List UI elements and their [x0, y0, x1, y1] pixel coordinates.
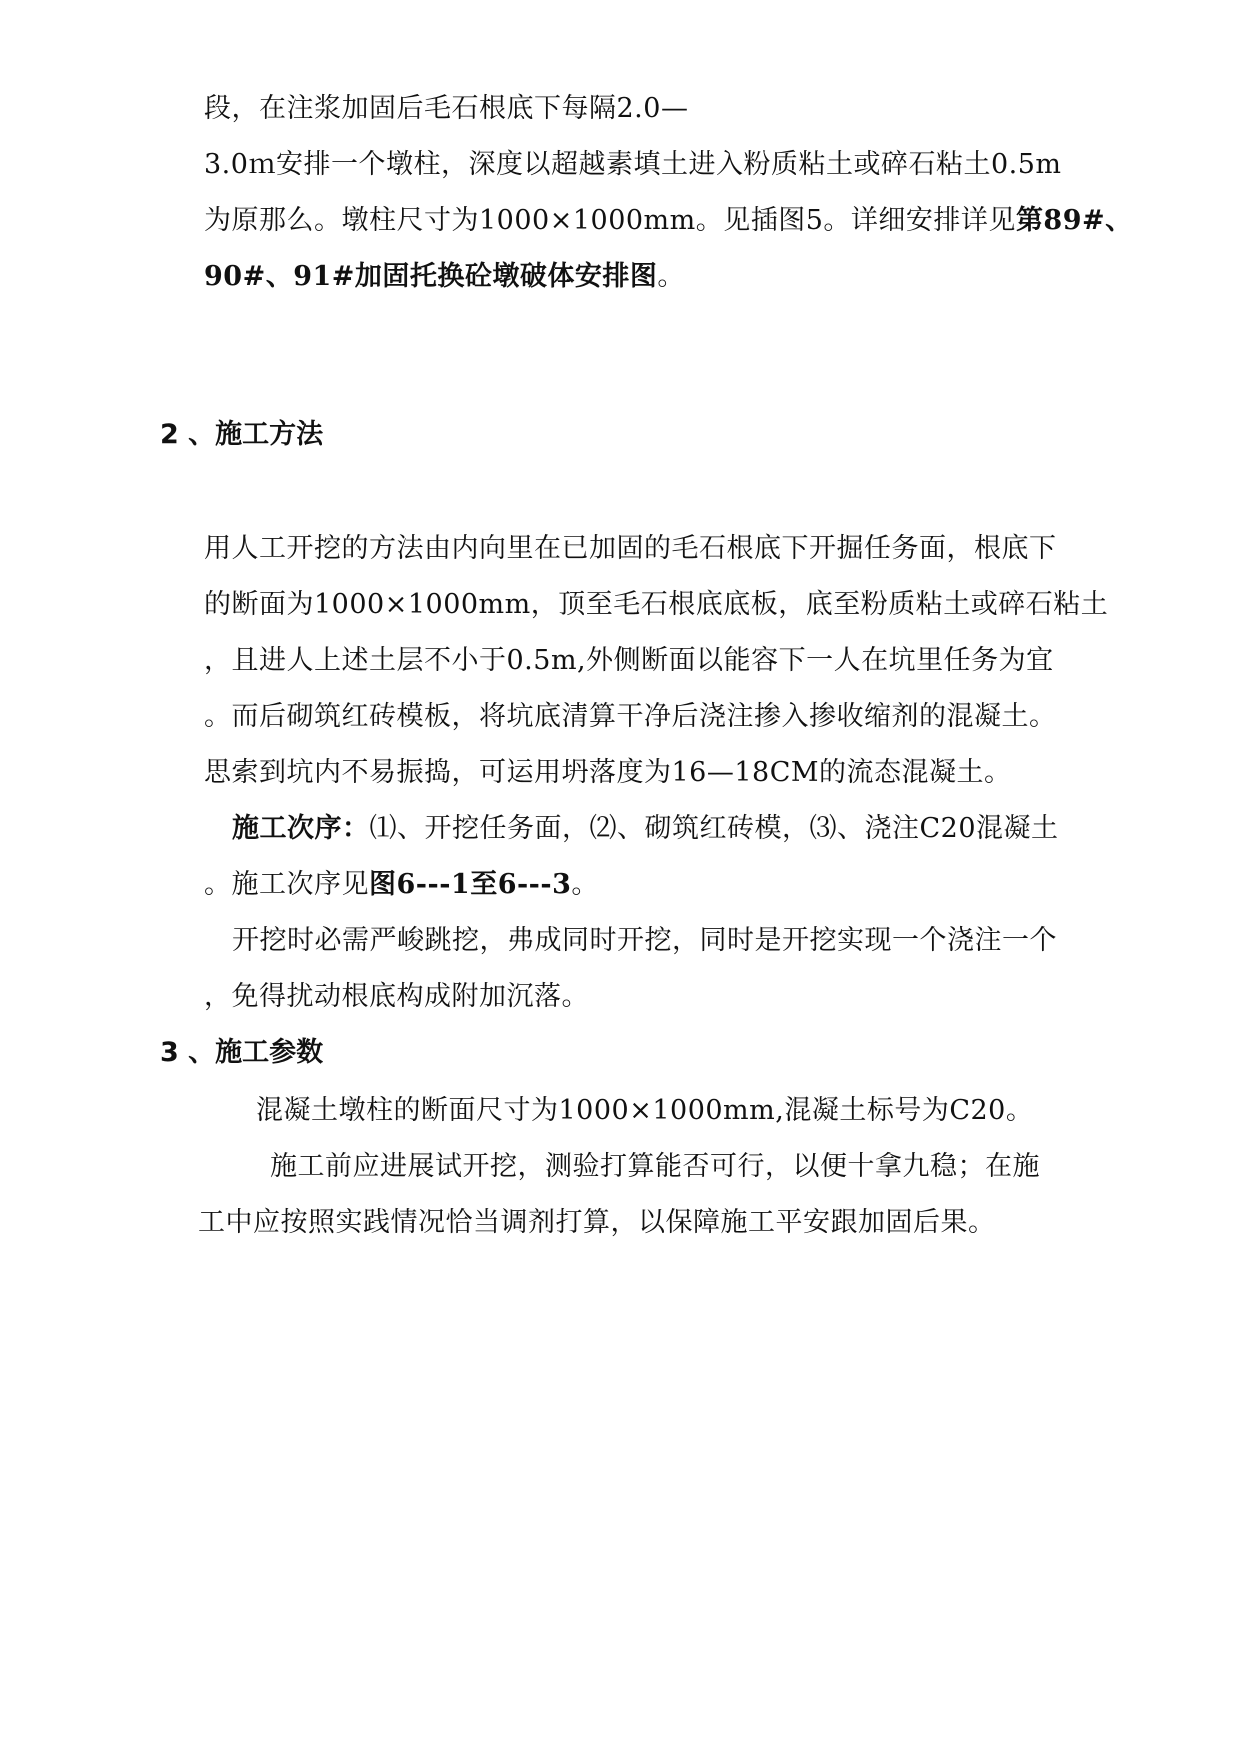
paragraph-text: 为原那么。墩柱尺寸为1000×1000mm。见插图5。详细安排详见 [204, 205, 1016, 236]
paragraph-text: 。 [571, 869, 599, 900]
paragraph-line: 的断面为1000×1000mm，顶至毛石根底底板，底至粉质粘土或碎石粘土 [204, 589, 1109, 620]
section-heading: 2 、施工方法 [160, 419, 324, 450]
figure-reference: 图6---1至6---3 [369, 869, 572, 900]
paragraph-line: 施工前应进展试开挖，测验打算能否可行，以便十拿九稳；在施 [270, 1151, 1040, 1182]
paragraph-line: ，免得扰动根底构成附加沉落。 [204, 981, 589, 1012]
paragraph-line: 段，在注浆加固后毛石根底下每隔2.0— [204, 93, 689, 124]
section-heading: 3 、施工参数 [160, 1037, 324, 1068]
paragraph-line: 开挖时必需严峻跳挖，弗成同时开挖，同时是开挖实现一个浇注一个 [232, 925, 1057, 956]
paragraph-line: 3.0ｍ安排一个墩柱，深度以超越素填土进入粉质粘土或碎石粘土0.5m [204, 149, 1062, 180]
drawing-reference: 90#、91#加固托换砼墩破体安排图 [204, 261, 658, 292]
paragraph-text: 。 [657, 261, 685, 292]
drawing-reference: 第89#、 [1015, 205, 1133, 236]
order-label: 施工次序： [232, 813, 370, 844]
paragraph-text: 。施工次序见 [204, 869, 369, 900]
paragraph-line: 思索到坑内不易振捣，可运用坍落度为16—18CM的流态混凝土。 [204, 757, 1012, 788]
paragraph-line: 。而后砌筑红砖模板，将坑底清算干净后浇注掺入掺收缩剂的混凝土。 [204, 701, 1057, 732]
paragraph-line: 工中应按照实践情况恰当调剂打算，以保障施工平安跟加固后果。 [198, 1207, 996, 1238]
paragraph-line [204, 260, 685, 294]
paragraph-line [204, 868, 599, 902]
paragraph-line: ，且进人上述土层不小于0.5m,外侧断面以能容下一人在坑里任务为宜 [204, 645, 1054, 676]
paragraph-line [232, 812, 1059, 846]
paragraph-line: 混凝土墩柱的断面尺寸为1000×1000mm,混凝土标号为C20。 [256, 1095, 1034, 1126]
paragraph-text: ⑴、开挖任务面，⑵、砌筑红砖模，⑶、浇注C20混凝土 [369, 813, 1059, 844]
paragraph-line [204, 204, 1133, 238]
paragraph-line: 用人工开挖的方法由内向里在已加固的毛石根底下开掘任务面，根底下 [204, 533, 1057, 564]
